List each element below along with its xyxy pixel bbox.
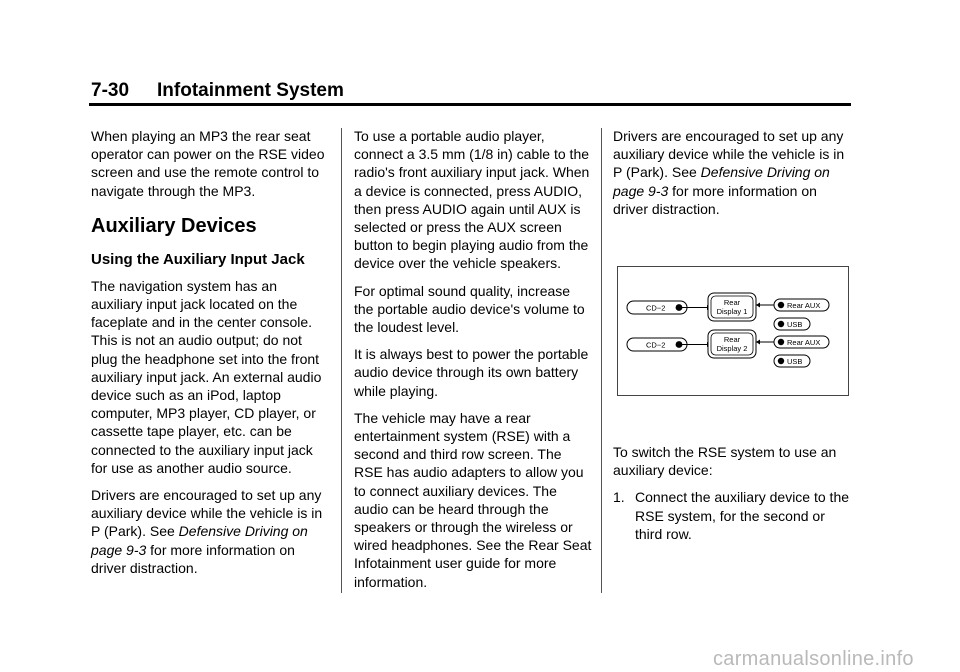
cd2-top-label: CD−2: [646, 303, 666, 313]
sound-quality-paragraph: For optimal sound quality, increase the portable audio device's volume to the loudest level.: [354, 282, 585, 336]
driver-distraction-paragraph: Drivers are encouraged to set up any auxiliary device while the vehicle is in P (Park). See Defensive Driving on page 9‑3 for more information on driver distraction.: [613, 128, 845, 217]
step-text: Connect the auxiliary device to the RSE system, for the second or third row.: [635, 489, 850, 542]
arrow-icon: [756, 303, 760, 308]
rse-connection-diagram: [617, 266, 849, 396]
driver-distraction-paragraph: Drivers are encouraged to set up any auxiliary device while the vehicle is in P (Park). See Defensive Driving on page 9‑3 for more information on driver distraction.: [91, 487, 323, 576]
rse-paragraph: The vehicle may have a rear entertainment system (RSE) with a second and third row screen. The RSE has audio adapters to allow you to connect auxiliary devices. The audio can be heard through the speakers or through the wireless or wired headphones. See the Rear Seat Infotainment user guide for more information.: [354, 409, 592, 590]
rear-aux-2-jack-icon: [778, 339, 784, 345]
list-item: [613, 488, 853, 543]
usb-2-label: USB: [787, 357, 803, 366]
aux-jack-paragraph: The navigation system has an auxiliary input jack located on the faceplate and in the center console. This is not an audio output; do not plug the headphone set into the front auxiliary input jack. An external audio device such as an iPod, laptop computer, MP3 player, CD player, or cassette tape player, etc. can be connected to the auxiliary input jack for use as another audio source.: [91, 277, 322, 476]
defensive-driving-link[interactable]: Defensive Driving on page 9‑3: [613, 164, 830, 199]
switch-rse-paragraph: To switch the RSE system to use an auxiliary device:: [613, 444, 837, 479]
watermark: carmanualsonline.info: [713, 648, 914, 670]
rear-aux-1-jack-icon: [778, 302, 784, 308]
cd2-top-jack-icon: [676, 304, 683, 311]
section-title: Infotainment System: [157, 80, 344, 101]
rear-display-2-line2: Display 2: [716, 344, 748, 353]
rear-aux-2-label: Rear AUX: [787, 338, 821, 347]
usb-1-jack-icon: [778, 321, 784, 327]
column-2: [354, 127, 592, 600]
column-divider: [341, 128, 342, 593]
header-rule: [89, 103, 851, 106]
aux-input-jack-subheading: Using the Auxiliary Input Jack: [91, 250, 305, 268]
rear-display-1-line2: Display 1: [716, 307, 748, 316]
battery-paragraph: It is always best to power the portable audio device through its own battery while playing.: [354, 346, 589, 399]
steps-list: [613, 488, 853, 543]
defensive-driving-link[interactable]: Defensive Driving on page 9‑3: [91, 523, 308, 558]
page-number: 7-30: [91, 80, 130, 101]
intro-paragraph: When playing an MP3 the rear seat operator can power on the RSE video screen and use the remote control to navigate through the MP3.: [91, 128, 325, 199]
auxiliary-devices-heading: Auxiliary Devices: [91, 214, 257, 237]
column-3-lower: [613, 443, 853, 543]
column-1: [91, 127, 331, 586]
rear-display-2-line1: Rear: [723, 335, 741, 344]
portable-player-paragraph: To use a portable audio player, connect a 3.5 mm (1/8 in) cable to the radio's front auxiliary input jack. When a device is connected, press AUDIO, then press AUDIO again until AUX is selected or press the AUX screen button to begin playing audio from the device over the vehicle speakers.: [354, 128, 590, 272]
column-3: [613, 127, 853, 227]
page-header: [91, 80, 344, 102]
cd2-bottom-jack-icon: [676, 341, 683, 348]
step-number: 1.: [613, 489, 625, 506]
rear-display-1-line1: Rear: [723, 298, 741, 307]
usb-1-label: USB: [787, 320, 803, 329]
rse-diagram-svg: [618, 267, 848, 395]
rear-aux-1-label: Rear AUX: [787, 301, 821, 310]
usb-2-jack-icon: [778, 358, 784, 364]
column-divider: [601, 128, 602, 593]
cd2-bottom-label: CD−2: [646, 340, 666, 350]
arrow-icon: [756, 340, 760, 345]
